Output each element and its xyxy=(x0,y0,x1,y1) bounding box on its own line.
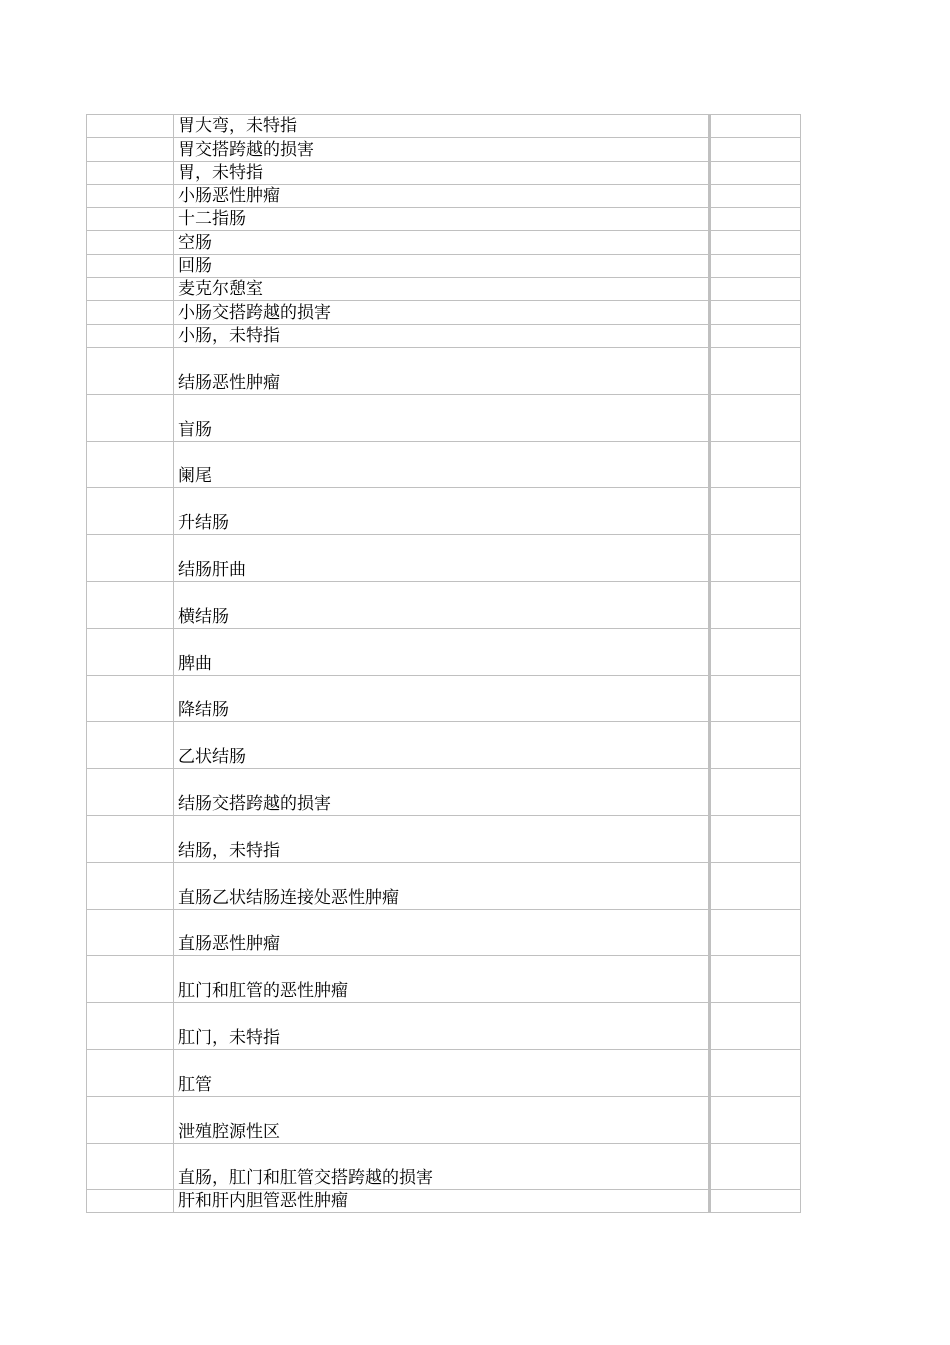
name-text: 结肠肝曲 xyxy=(178,559,246,580)
name-cell[interactable] xyxy=(173,115,710,137)
code-cell[interactable] xyxy=(86,185,173,207)
code-cell[interactable] xyxy=(86,301,173,323)
table-row xyxy=(86,300,801,323)
code-cell[interactable] xyxy=(86,1190,173,1211)
extra-cell[interactable] xyxy=(710,1003,801,1049)
table-row xyxy=(86,909,801,956)
name-cell[interactable] xyxy=(173,582,710,628)
table-row xyxy=(86,161,801,184)
code-cell[interactable] xyxy=(86,255,173,277)
name-cell[interactable] xyxy=(173,676,710,722)
code-cell[interactable] xyxy=(86,629,173,675)
extra-cell[interactable] xyxy=(710,115,801,137)
extra-cell[interactable] xyxy=(710,582,801,628)
code-cell[interactable] xyxy=(86,488,173,534)
code-cell[interactable] xyxy=(86,910,173,956)
code-cell[interactable] xyxy=(86,816,173,862)
name-text: 横结肠 xyxy=(178,606,229,627)
table-row xyxy=(86,581,801,628)
table-row xyxy=(86,955,801,1002)
name-text: 升结肠 xyxy=(178,513,229,534)
code-cell[interactable] xyxy=(86,676,173,722)
table-row xyxy=(86,137,801,160)
extra-cell[interactable] xyxy=(710,676,801,722)
extra-cell[interactable] xyxy=(710,1097,801,1143)
extra-cell[interactable] xyxy=(710,395,801,441)
table-row xyxy=(86,675,801,722)
extra-cell[interactable] xyxy=(710,255,801,277)
name-text: 肛管 xyxy=(178,1074,212,1095)
extra-cell[interactable] xyxy=(710,278,801,300)
name-cell[interactable] xyxy=(173,395,710,441)
code-cell[interactable] xyxy=(86,231,173,253)
name-text: 胃大弯，未特指 xyxy=(178,116,297,137)
name-cell[interactable] xyxy=(173,185,710,207)
code-cell[interactable] xyxy=(86,722,173,768)
name-text: 空肠 xyxy=(178,232,212,253)
extra-cell[interactable] xyxy=(710,956,801,1002)
name-text: 肝和肝内胆管恶性肿瘤 xyxy=(178,1190,348,1211)
code-cell[interactable] xyxy=(86,442,173,488)
code-cell[interactable] xyxy=(86,208,173,230)
table-row xyxy=(86,628,801,675)
name-cell[interactable] xyxy=(173,1050,710,1096)
name-cell[interactable] xyxy=(173,278,710,300)
name-cell[interactable] xyxy=(173,1097,710,1143)
name-cell[interactable] xyxy=(173,910,710,956)
name-text: 结肠交搭跨越的损害 xyxy=(178,793,331,814)
extra-cell[interactable] xyxy=(710,910,801,956)
table-row xyxy=(86,487,801,534)
name-text: 直肠，肛门和肛管交搭跨越的损害 xyxy=(178,1168,433,1189)
extra-cell[interactable] xyxy=(710,325,801,347)
name-text: 阑尾 xyxy=(178,466,212,487)
table-row xyxy=(86,768,801,815)
name-cell[interactable] xyxy=(173,816,710,862)
name-cell[interactable] xyxy=(173,301,710,323)
code-cell[interactable] xyxy=(86,1003,173,1049)
extra-cell[interactable] xyxy=(710,442,801,488)
extra-cell[interactable] xyxy=(710,138,801,160)
name-cell[interactable] xyxy=(173,722,710,768)
table-row xyxy=(86,254,801,277)
code-cell[interactable] xyxy=(86,863,173,909)
table-row xyxy=(86,347,801,394)
extra-cell[interactable] xyxy=(710,348,801,394)
table-row xyxy=(86,324,801,347)
code-cell[interactable] xyxy=(86,115,173,137)
code-cell[interactable] xyxy=(86,348,173,394)
code-cell[interactable] xyxy=(86,138,173,160)
table-row xyxy=(86,184,801,207)
extra-cell[interactable] xyxy=(710,769,801,815)
name-cell[interactable] xyxy=(173,1190,710,1211)
extra-cell[interactable] xyxy=(710,208,801,230)
extra-cell[interactable] xyxy=(710,231,801,253)
name-cell[interactable] xyxy=(173,325,710,347)
name-cell[interactable] xyxy=(173,1003,710,1049)
name-cell[interactable] xyxy=(173,208,710,230)
extra-cell[interactable] xyxy=(710,1050,801,1096)
name-cell[interactable] xyxy=(173,442,710,488)
table-row xyxy=(86,862,801,909)
table-row xyxy=(86,721,801,768)
name-text: 小肠，未特指 xyxy=(178,325,280,346)
name-text: 回肠 xyxy=(178,256,212,277)
name-cell[interactable] xyxy=(173,535,710,581)
name-text: 直肠乙状结肠连接处恶性肿瘤 xyxy=(178,887,399,908)
table-row xyxy=(86,534,801,581)
table-row xyxy=(86,1189,801,1212)
code-cell[interactable] xyxy=(86,956,173,1002)
table-row xyxy=(86,277,801,300)
extra-cell[interactable] xyxy=(710,816,801,862)
name-text: 脾曲 xyxy=(178,653,212,674)
table-row xyxy=(86,1049,801,1096)
table-row xyxy=(86,441,801,488)
extra-cell[interactable] xyxy=(710,162,801,184)
extra-cell[interactable] xyxy=(710,1144,801,1190)
name-cell[interactable] xyxy=(173,348,710,394)
table-row xyxy=(86,207,801,230)
name-cell[interactable] xyxy=(173,863,710,909)
spreadsheet-table xyxy=(86,114,801,1213)
code-cell[interactable] xyxy=(86,1144,173,1190)
table-row xyxy=(86,1096,801,1143)
code-cell[interactable] xyxy=(86,769,173,815)
code-cell[interactable] xyxy=(86,278,173,300)
code-cell[interactable] xyxy=(86,535,173,581)
name-text: 结肠恶性肿瘤 xyxy=(178,372,280,393)
table-row xyxy=(86,815,801,862)
name-cell[interactable] xyxy=(173,629,710,675)
name-text: 泄殖腔源性区 xyxy=(178,1121,280,1142)
code-cell[interactable] xyxy=(86,582,173,628)
name-cell[interactable] xyxy=(173,231,710,253)
name-cell[interactable] xyxy=(173,162,710,184)
extra-cell[interactable] xyxy=(710,1190,801,1211)
name-text: 肛门，未特指 xyxy=(178,1027,280,1048)
name-text: 小肠恶性肿瘤 xyxy=(178,186,280,207)
name-text: 胃交搭跨越的损害 xyxy=(178,139,314,160)
code-cell[interactable] xyxy=(86,325,173,347)
name-text: 盲肠 xyxy=(178,419,212,440)
code-cell[interactable] xyxy=(86,395,173,441)
extra-cell[interactable] xyxy=(710,535,801,581)
extra-cell[interactable] xyxy=(710,629,801,675)
extra-cell[interactable] xyxy=(710,863,801,909)
code-cell[interactable] xyxy=(86,162,173,184)
name-cell[interactable] xyxy=(173,1144,710,1190)
name-cell[interactable] xyxy=(173,255,710,277)
name-cell[interactable] xyxy=(173,488,710,534)
name-cell[interactable] xyxy=(173,138,710,160)
name-text: 小肠交搭跨越的损害 xyxy=(178,302,331,323)
table-row xyxy=(86,114,801,137)
name-text: 结肠，未特指 xyxy=(178,840,280,861)
table-row xyxy=(86,1002,801,1049)
name-text: 麦克尔憩室 xyxy=(178,279,263,300)
name-text: 直肠恶性肿瘤 xyxy=(178,934,280,955)
name-cell[interactable] xyxy=(173,956,710,1002)
code-cell[interactable] xyxy=(86,1050,173,1096)
table-row xyxy=(86,394,801,441)
table-row xyxy=(86,230,801,253)
name-text: 胃，未特指 xyxy=(178,162,263,183)
name-text: 十二指肠 xyxy=(178,209,246,230)
name-text: 肛门和肛管的恶性肿瘤 xyxy=(178,981,348,1002)
table-row xyxy=(86,1143,801,1190)
extra-cell[interactable] xyxy=(710,185,801,207)
extra-cell[interactable] xyxy=(710,301,801,323)
extra-cell[interactable] xyxy=(710,488,801,534)
code-cell[interactable] xyxy=(86,1097,173,1143)
name-cell[interactable] xyxy=(173,769,710,815)
name-text: 乙状结肠 xyxy=(178,747,246,768)
extra-cell[interactable] xyxy=(710,722,801,768)
name-text: 降结肠 xyxy=(178,700,229,721)
